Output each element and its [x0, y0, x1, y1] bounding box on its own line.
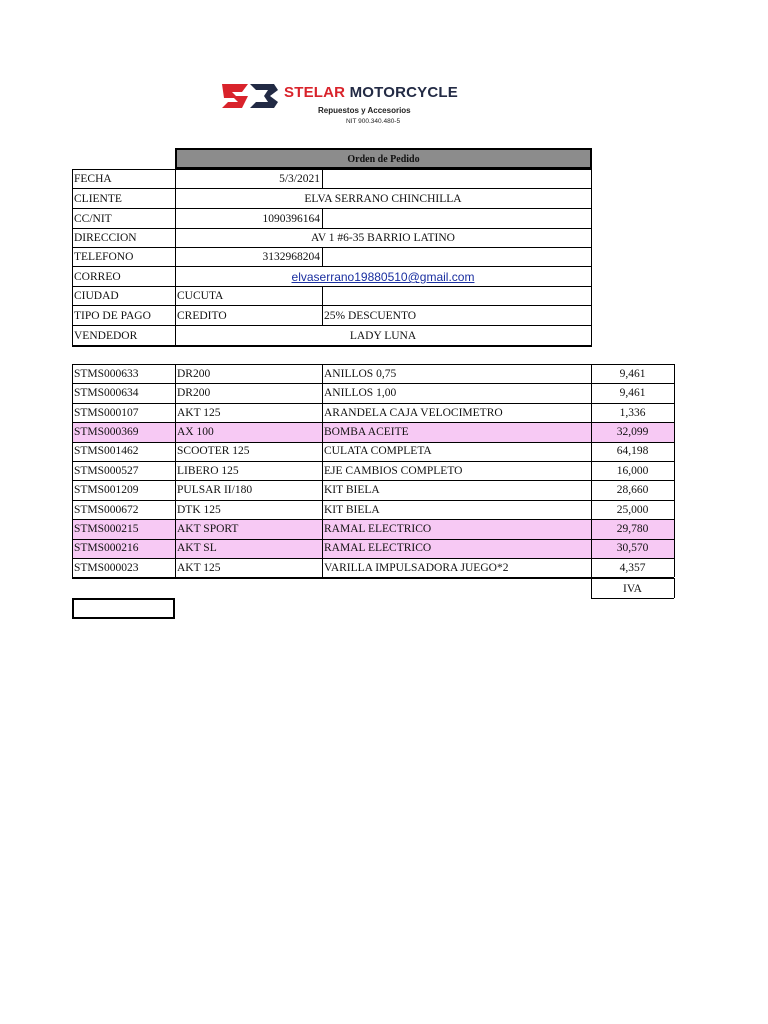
- item-model: AKT 125: [177, 406, 221, 419]
- item-code: STMS000634: [74, 387, 139, 400]
- label-tipo-de-pago: TIPO DE PAGO: [74, 309, 151, 322]
- item-price: 30,570: [616, 542, 649, 555]
- value-tipo-de-pago: CREDITO: [177, 309, 227, 322]
- brand-tagline: Repuestos y Accesorios: [318, 106, 411, 115]
- item-code: STMS000215: [74, 523, 139, 536]
- item-price: 9,461: [619, 367, 646, 380]
- item-description: ARANDELA CAJA VELOCIMETRO: [324, 406, 503, 419]
- empty-box: [72, 598, 175, 619]
- item-model: SCOOTER 125: [177, 445, 250, 458]
- grid-line: [322, 169, 323, 188]
- grid-line: [322, 208, 323, 228]
- item-description: CULATA COMPLETA: [324, 445, 432, 458]
- item-description: BOMBA ACEITE: [324, 426, 409, 439]
- grid-line: [591, 598, 674, 599]
- label-correo: CORREO: [74, 270, 121, 283]
- item-model: LIBERO 125: [177, 464, 239, 477]
- company-nit: NIT 900.340.480-5: [346, 118, 401, 125]
- grid-line: [322, 247, 323, 266]
- item-model: PULSAR II/180: [177, 484, 253, 497]
- grid-line: [72, 345, 592, 347]
- label-direccion: DIRECCION: [74, 231, 137, 244]
- item-code: STMS000633: [74, 367, 139, 380]
- item-price: 1,336: [619, 406, 646, 419]
- item-description: ANILLOS 0,75: [324, 367, 397, 380]
- order-header: [175, 148, 592, 169]
- value-descuento: 25% DESCUENTO: [324, 309, 417, 322]
- item-description: EJE CAMBIOS COMPLETO: [324, 464, 463, 477]
- value-correo: [175, 266, 591, 286]
- item-model: DR200: [177, 387, 211, 400]
- item-code: STMS000672: [74, 503, 139, 516]
- item-description: KIT BIELA: [324, 484, 380, 497]
- value-vendedor: LADY LUNA: [349, 329, 417, 342]
- item-price: 64,198: [616, 445, 649, 458]
- item-code: STMS000107: [74, 406, 139, 419]
- item-price: 25,000: [616, 503, 649, 516]
- value-cliente: ELVA SERRANO CHINCHILLA: [304, 192, 462, 205]
- item-description: ANILLOS 1,00: [324, 387, 397, 400]
- item-code: STMS000527: [74, 464, 139, 477]
- item-price: 16,000: [616, 464, 649, 477]
- company-logo: [220, 78, 460, 128]
- label-telefono: TELEFONO: [74, 250, 134, 263]
- item-description: RAMAL ELECTRICO: [324, 542, 432, 555]
- item-description: KIT BIELA: [324, 503, 380, 516]
- email-link[interactable]: elvaserrano19880510@gmail.com: [291, 270, 475, 284]
- value-direccion: AV 1 #6-35 BARRIO LATINO: [311, 231, 455, 244]
- iva-label: IVA: [623, 582, 642, 595]
- item-code: STMS001209: [74, 484, 139, 497]
- value-fecha: 5/3/2021: [279, 172, 320, 185]
- value-ccnit: 1090396164: [262, 212, 320, 225]
- item-code: STMS001462: [74, 445, 139, 458]
- label-cliente: CLIENTE: [74, 192, 122, 205]
- value-ciudad: CUCUTA: [177, 289, 224, 302]
- item-model: DTK 125: [177, 503, 221, 516]
- item-model: AKT SL: [177, 542, 217, 555]
- grid-line: [72, 577, 674, 579]
- label-ccnit: CC/NIT: [74, 212, 112, 225]
- brand-name-dark: MOTORCYCLE: [349, 84, 458, 101]
- item-price: 32,099: [616, 426, 649, 439]
- value-telefono: 3132968204: [262, 250, 320, 263]
- order-header-title: Orden de Pedido: [347, 154, 420, 165]
- item-model: AX 100: [177, 426, 214, 439]
- label-ciudad: CIUDAD: [74, 289, 119, 302]
- item-code: STMS000369: [74, 426, 139, 439]
- item-code: STMS000023: [74, 561, 139, 574]
- item-model: DR200: [177, 367, 211, 380]
- grid-line: [674, 578, 675, 598]
- item-price: 29,780: [616, 523, 649, 536]
- brand-name-red: STELAR: [284, 84, 346, 101]
- label-fecha: FECHA: [74, 172, 112, 185]
- item-model: AKT 125: [177, 561, 221, 574]
- stelar-logo-mark-icon: [220, 78, 280, 114]
- item-description: VARILLA IMPULSADORA JUEGO*2: [324, 561, 509, 574]
- item-code: STMS000216: [74, 542, 139, 555]
- item-price: 9,461: [619, 387, 646, 400]
- item-price: 4,357: [619, 561, 646, 574]
- grid-line: [591, 169, 592, 345]
- item-description: RAMAL ELECTRICO: [324, 523, 432, 536]
- brand-name: [284, 84, 458, 101]
- item-model: AKT SPORT: [177, 523, 239, 536]
- label-vendedor: VENDEDOR: [74, 329, 138, 342]
- item-price: 28,660: [616, 484, 649, 497]
- grid-line: [674, 364, 675, 577]
